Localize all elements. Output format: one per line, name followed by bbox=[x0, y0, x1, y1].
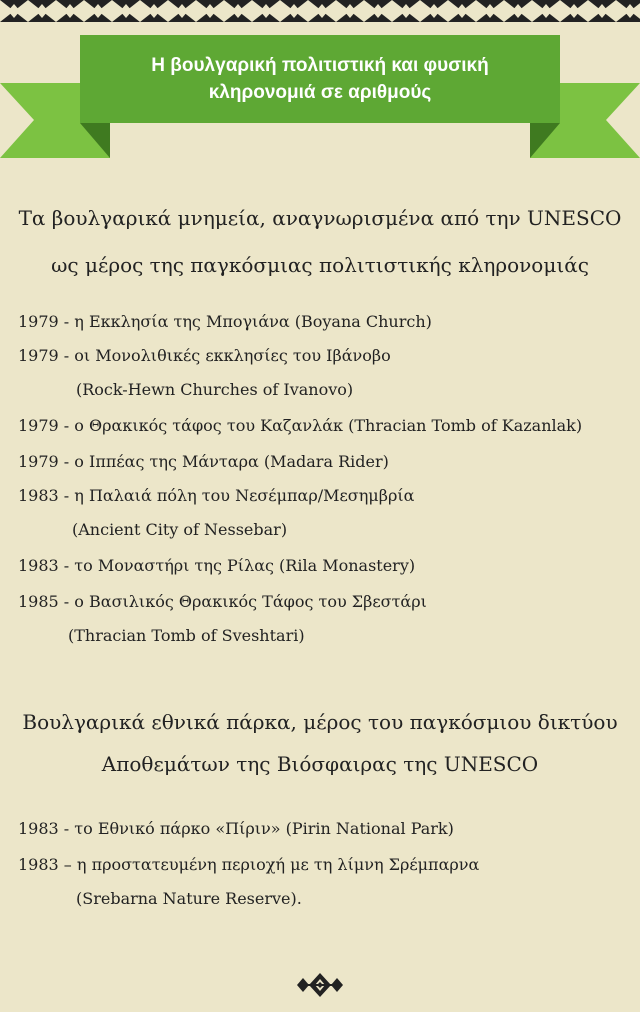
biosphere-entry: 1983 – η προστατευμένη περιοχή με τη λίμνη Σρέμπαρνα bbox=[18, 855, 480, 874]
biosphere-entry-continuation: (Srebarna Nature Reserve). bbox=[76, 889, 302, 908]
heritage-entry-continuation: (Thracian Tomb of Sveshtari) bbox=[68, 626, 305, 645]
biosphere-heading-2 bbox=[0, 744, 640, 784]
heritage-entry-continuation: (Rock-Hewn Churches of Ivanovo) bbox=[76, 380, 354, 399]
page-title-line1: Η βουλγαρική πολιτιστική και φυσική bbox=[151, 55, 489, 76]
unesco-heritage-heading bbox=[0, 198, 640, 238]
heritage-entry-continuation: (Ancient City of Nessebar) bbox=[72, 520, 288, 539]
unesco-heritage-heading-2 bbox=[0, 245, 640, 285]
zigzag-border-icon bbox=[0, 0, 640, 22]
unesco-heritage-heading-line2: ως μέρος της παγκόσμιας πολιτιστικής κληρονομιάς bbox=[51, 253, 589, 277]
heritage-entry: 1979 - η Εκκλησία της Μπογιάνα (Boyana Church) bbox=[18, 312, 432, 331]
biosphere-heading-line1: Βουλγαρικά εθνικά πάρκα, μέρος του παγκόσμιου δικτύου bbox=[22, 710, 618, 734]
biosphere-entry: 1983 - το Εθνικό πάρκο «Πίριν» (Pirin National Park) bbox=[18, 819, 454, 838]
page-title-line2: κληρονομιά σε αριθμούς bbox=[208, 82, 432, 103]
biosphere-heading-line2: Αποθεμάτων της Βιόσφαιρας της UNESCO bbox=[101, 752, 539, 776]
heritage-entry: 1979 - οι Μονολιθικές εκκλησίες του Ιβάνοβο bbox=[18, 346, 391, 365]
heritage-entry: 1983 - η Παλαιά πόλη του Νεσέμπαρ/Μεσημβρία bbox=[18, 486, 415, 505]
page-title bbox=[80, 44, 560, 114]
unesco-heritage-heading-line1: Τα βουλγαρικά μνημεία, αναγνωρισμένα από την UNESCO bbox=[18, 206, 622, 230]
heritage-entry: 1985 - ο Βασιλικός Θρακικός Τάφος του Σβεστάρι bbox=[18, 592, 427, 611]
heritage-entry: 1979 - ο Ιππέας της Μάνταρα (Madara Rider) bbox=[18, 452, 389, 471]
heritage-entry: 1983 - το Μοναστήρι της Ρίλας (Rila Monastery) bbox=[18, 556, 416, 575]
ornament-icon bbox=[295, 972, 345, 998]
heritage-entry: 1979 - ο Θρακικός τάφος του Καζανλάκ (Thracian Tomb of Kazanlak) bbox=[18, 416, 583, 435]
biosphere-heading bbox=[0, 702, 640, 742]
